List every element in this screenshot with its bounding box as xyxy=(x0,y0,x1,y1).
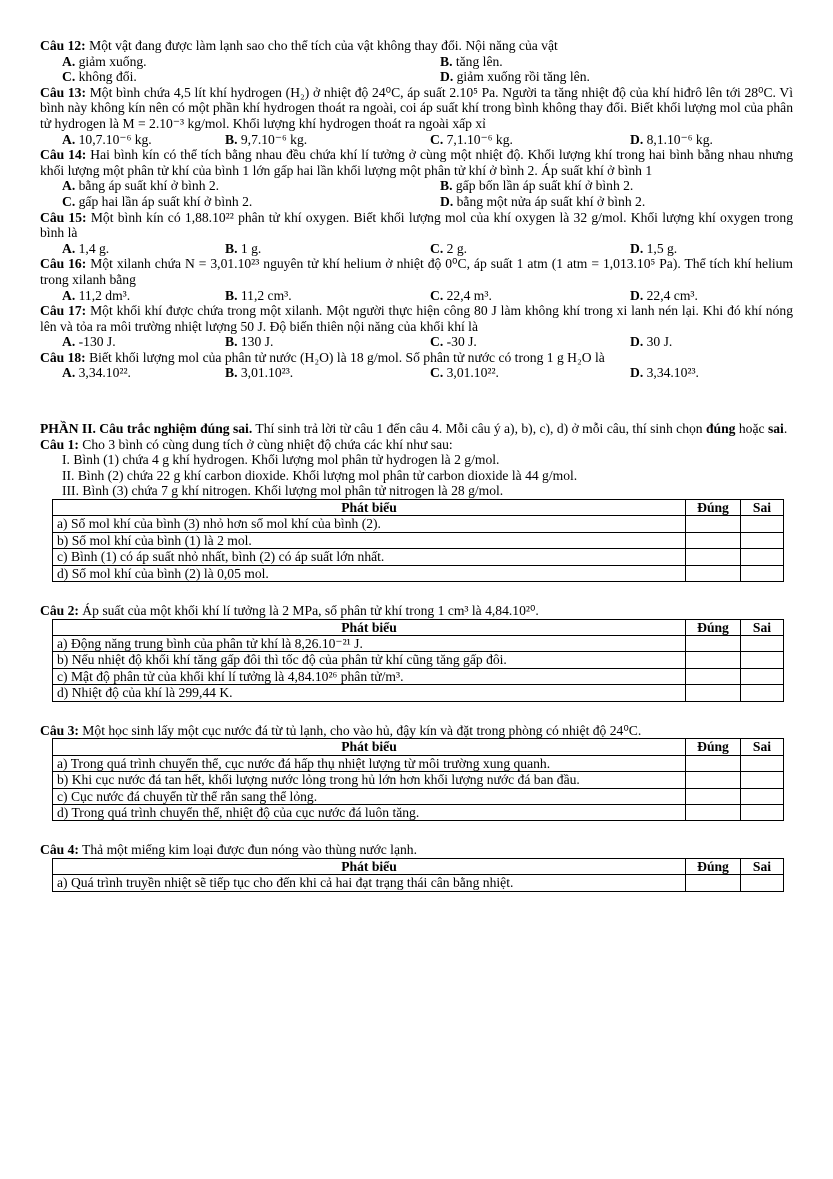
question-number: Câu 18: xyxy=(40,349,86,365)
header-false: Sai xyxy=(741,619,784,635)
option-a: A. bằng áp suất khí ở bình 2. xyxy=(62,178,220,194)
option-a: A. 1,4 g. xyxy=(62,240,110,256)
statement-cell: c) Bình (1) có áp suất nhỏ nhất, bình (2) có áp suất lớn nhất. xyxy=(53,549,686,565)
option-d: D. 1,5 g. xyxy=(630,240,678,256)
question-stem: Thả một miếng kim loại được đun nóng vào thùng nước lạnh. xyxy=(78,842,417,858)
true-cell[interactable] xyxy=(686,755,741,771)
option-b: B. gấp bốn lần áp suất khí ở bình 2. xyxy=(440,178,634,194)
question-stem: Áp suất của một khối khí lí tưởng là 2 MPa, số phân tử khí trong 1 cm³ là 4,84.10²⁰. xyxy=(78,603,539,619)
question-14 xyxy=(40,147,793,209)
question-number: Câu 14: xyxy=(40,147,87,163)
question-13 xyxy=(40,85,793,147)
true-cell[interactable] xyxy=(686,685,741,701)
question-stem: Biết khối lượng mol của phân tử nước (H₂O) là 18 g/mol. Số phân tử nước có trong 1 g H₂O là xyxy=(85,349,605,365)
table-header-row xyxy=(53,500,784,516)
document-page xyxy=(40,38,793,892)
true-cell[interactable] xyxy=(686,772,741,788)
option-c: C. 3,01.10²². xyxy=(430,365,499,381)
table-row xyxy=(53,685,784,701)
question-17 xyxy=(40,303,793,350)
false-cell[interactable] xyxy=(741,565,784,581)
header-true: Đúng xyxy=(686,500,741,516)
question-stem: Một khối khí được chứa trong một xilanh. Một người thực hiện công 80 J làm không khí trong xi lanh nén lại. Khi đó khí nóng lên và tỏa ra môi trường nhiệt lượng 50 J. Độ biến thiên nội năng của khối khí là xyxy=(40,303,793,334)
false-cell[interactable] xyxy=(741,652,784,668)
header-true: Đúng xyxy=(686,739,741,755)
context-line: III. Bình (3) chứa 7 g khí nitrogen. Khối lượng mol phân tử nitrogen là 28 g/mol. xyxy=(62,483,504,499)
table-row xyxy=(53,516,784,532)
statement-cell: d) Số mol khí của bình (2) là 0,05 mol. xyxy=(53,565,686,581)
question-stem: Một xilanh chứa N = 3,01.10²³ nguyên tử khí helium ở nhiệt độ 0⁰C, áp suất 1 atm (1 atm = 1,013.10⁵ Pa). Thể tích khí helium trong xilanh bằng xyxy=(40,256,793,287)
tf-question-3 xyxy=(40,723,793,822)
false-cell[interactable] xyxy=(741,804,784,820)
header-true: Đúng xyxy=(686,858,741,874)
false-cell[interactable] xyxy=(741,636,784,652)
tf-question-4 xyxy=(40,842,793,891)
true-cell[interactable] xyxy=(686,668,741,684)
statement-cell: c) Mật độ phân tử của khối khí lí tưởng là 4,84.10²⁶ phân tử/m³. xyxy=(53,668,686,684)
option-d: D. 22,4 cm³. xyxy=(630,287,698,303)
true-cell[interactable] xyxy=(686,788,741,804)
option-b: B. 9,7.10⁻⁶ kg. xyxy=(225,131,308,147)
header-false: Sai xyxy=(741,858,784,874)
question-number: Câu 13: xyxy=(40,84,86,100)
true-cell[interactable] xyxy=(686,549,741,565)
option-d: D. bằng một nửa áp suất khí ở bình 2. xyxy=(440,193,646,209)
statement-cell: d) Trong quá trình chuyển thể, nhiệt độ của cục nước đá luôn tăng. xyxy=(53,804,686,820)
option-d: D. 3,34.10²³. xyxy=(630,365,699,381)
false-cell[interactable] xyxy=(741,875,784,891)
question-stem: Một bình chứa 4,5 lít khí hydrogen (H₂) ở nhiệt độ 24⁰C, áp suất 2.10⁵ Pa. Người ta tăng nhiệt độ của khí hiđrô lên tới 28⁰C. Vì bình này không kín nên có một phần khí hydrogen thoát ra ngoài, coi áp suất khí trong bình không thay đổi. Biết khối lượng mol của phân tử hydrogen là M = 2.10⁻³ kg/mol. Khối lượng khí hydrogen thoát ra ngoài xấp xỉ xyxy=(40,84,793,131)
option-c: C. 2 g. xyxy=(430,240,468,256)
true-cell[interactable] xyxy=(686,565,741,581)
question-stem: Hai bình kín có thể tích bằng nhau đều chứa khí lí tưởng ở cùng một nhiệt độ. Khối lượng khí trong hai bình bằng nhau nhưng khối lượng một phân tử khí của bình 1 lớn gấp hai lần khối lượng một phân tử khí ở bình 2. Áp suất khí ở bình 1 xyxy=(40,147,793,178)
question-number: Câu 4: xyxy=(40,842,79,858)
option-a: A. 11,2 dm³. xyxy=(62,287,131,303)
false-cell[interactable] xyxy=(741,516,784,532)
part-2-title: PHẦN II. Câu trắc nghiệm đúng sai. xyxy=(40,421,253,437)
header-false: Sai xyxy=(741,500,784,516)
context-line: I. Bình (1) chứa 4 g khí hydrogen. Khối lượng mol phân tử hydrogen là 2 g/mol. xyxy=(62,452,500,468)
table-header-row xyxy=(53,619,784,635)
option-b: B. 11,2 cm³. xyxy=(225,287,292,303)
option-b: B. tăng lên. xyxy=(440,53,503,69)
question-15 xyxy=(40,210,793,257)
header-statement: Phát biểu xyxy=(53,500,686,516)
question-number: Câu 1: xyxy=(40,436,79,452)
question-number: Câu 16: xyxy=(40,256,87,272)
option-c: C. 22,4 m³. xyxy=(430,287,492,303)
part-1-multiple-choice xyxy=(40,38,793,381)
question-stem: Cho 3 bình có cùng dung tích ở cùng nhiệt độ chứa các khí như sau: xyxy=(78,436,453,452)
table-row xyxy=(53,875,784,891)
false-cell[interactable] xyxy=(741,685,784,701)
option-a: A. 3,34.10²². xyxy=(62,365,131,381)
header-false: Sai xyxy=(741,739,784,755)
statement-cell: a) Quá trình truyền nhiệt sẽ tiếp tục cho đến khi cả hai đạt trạng thái cân bằng nhiệt. xyxy=(53,875,686,891)
option-a: A. -130 J. xyxy=(62,334,116,350)
option-c: C. không đổi. xyxy=(62,69,137,85)
option-d: D. 8,1.10⁻⁶ kg. xyxy=(630,131,713,147)
header-true: Đúng xyxy=(686,619,741,635)
question-16 xyxy=(40,256,793,303)
table-row xyxy=(53,549,784,565)
option-c: C. -30 J. xyxy=(430,334,477,350)
true-false-table xyxy=(52,499,784,582)
part-2-heading: PHẦN II. Câu trắc nghiệm đúng sai. Thí sinh trả lời từ câu 1 đến câu 4. Mỗi câu ý a), b), c), d) ở mỗi câu, thí sinh chọn đúng hoặc sai. xyxy=(40,421,788,437)
question-18 xyxy=(40,350,793,381)
true-cell[interactable] xyxy=(686,636,741,652)
option-d: D. giảm xuống rồi tăng lên. xyxy=(440,69,590,85)
table-header-row xyxy=(53,739,784,755)
true-cell[interactable] xyxy=(686,532,741,548)
false-cell[interactable] xyxy=(741,772,784,788)
option-a: A. giảm xuống. xyxy=(62,53,147,69)
false-cell[interactable] xyxy=(741,549,784,565)
header-statement: Phát biểu xyxy=(53,858,686,874)
statement-cell: d) Nhiệt độ của khí là 299,44 K. xyxy=(53,685,686,701)
statement-cell: b) Số mol khí của bình (1) là 2 mol. xyxy=(53,532,686,548)
true-false-table xyxy=(52,619,784,702)
tf-question-1 xyxy=(40,437,793,582)
option-c: C. 7,1.10⁻⁶ kg. xyxy=(430,131,513,147)
tf-question-2 xyxy=(40,603,793,702)
table-row xyxy=(53,668,784,684)
question-stem: Một bình kín có 1,88.10²² phân tử khí oxygen. Biết khối lượng mol của khí oxygen là 32 g/mol. Khối lượng khí oxygen trong bình là xyxy=(40,209,793,241)
statement-cell: c) Cục nước đá chuyển từ thể rắn sang thể lỏng. xyxy=(53,788,686,804)
true-cell[interactable] xyxy=(686,875,741,891)
option-b: B. 130 J. xyxy=(225,334,274,350)
table-row xyxy=(53,565,784,581)
table-row xyxy=(53,652,784,668)
true-cell[interactable] xyxy=(686,804,741,820)
statement-cell: a) Số mol khí của bình (3) nhỏ hơn số mol khí của bình (2). xyxy=(53,516,686,532)
question-stem: Một vật đang được làm lạnh sao cho thể tích của vật không thay đổi. Nội năng của vật xyxy=(85,38,558,53)
context-line: II. Bình (2) chứa 22 g khí carbon dioxide. Khối lượng mol phân tử carbon dioxide là 44 g/mol. xyxy=(62,467,578,483)
true-false-table xyxy=(52,738,784,821)
question-number: Câu 15: xyxy=(40,209,87,225)
table-row xyxy=(53,788,784,804)
table-row xyxy=(53,772,784,788)
statement-cell: b) Khi cục nước đá tan hết, khối lượng nước lỏng trong hủ lớn hơn khối lượng nước đá ban đầu. xyxy=(53,772,686,788)
table-row xyxy=(53,755,784,771)
option-a: A. 10,7.10⁻⁶ kg. xyxy=(62,131,152,147)
false-cell[interactable] xyxy=(741,532,784,548)
header-statement: Phát biểu xyxy=(53,619,686,635)
question-number: Câu 2: xyxy=(40,603,79,619)
option-c: C. gấp hai lần áp suất khí ở bình 2. xyxy=(62,193,253,209)
true-cell[interactable] xyxy=(686,652,741,668)
statement-cell: b) Nếu nhiệt độ khối khí tăng gấp đôi thì tốc độ của phân tử khí cũng tăng gấp đôi. xyxy=(53,652,686,668)
statement-cell: a) Động năng trung bình của phân tử khí là 8,26.10⁻²¹ J. xyxy=(53,636,686,652)
table-header-row xyxy=(53,858,784,874)
true-cell[interactable] xyxy=(686,516,741,532)
question-stem: Một học sinh lấy một cục nước đá từ tủ lạnh, cho vào hủ, đậy kín và đặt trong phòng có nhiệt độ 24⁰C. xyxy=(78,722,642,738)
false-cell[interactable] xyxy=(741,668,784,684)
table-row xyxy=(53,636,784,652)
option-b: B. 1 g. xyxy=(225,240,262,256)
false-cell[interactable] xyxy=(741,755,784,771)
part-2-intro: Thí sinh trả lời từ câu 1 đến câu 4. Mỗi câu ý a), b), c), d) ở mỗi câu, thí sinh chọn xyxy=(252,421,706,437)
statement-cell: a) Trong quá trình chuyển thể, cục nước đá hấp thụ nhiệt lượng từ môi trường xung quanh. xyxy=(53,755,686,771)
question-number: Câu 3: xyxy=(40,722,79,738)
question-number: Câu 12: xyxy=(40,38,86,53)
table-row xyxy=(53,804,784,820)
question-12 xyxy=(40,38,793,85)
option-b: B. 3,01.10²³. xyxy=(225,365,294,381)
table-row xyxy=(53,532,784,548)
false-cell[interactable] xyxy=(741,788,784,804)
question-number: Câu 17: xyxy=(40,303,87,319)
option-d: D. 30 J. xyxy=(630,334,673,350)
header-statement: Phát biểu xyxy=(53,739,686,755)
true-false-table xyxy=(52,858,784,892)
